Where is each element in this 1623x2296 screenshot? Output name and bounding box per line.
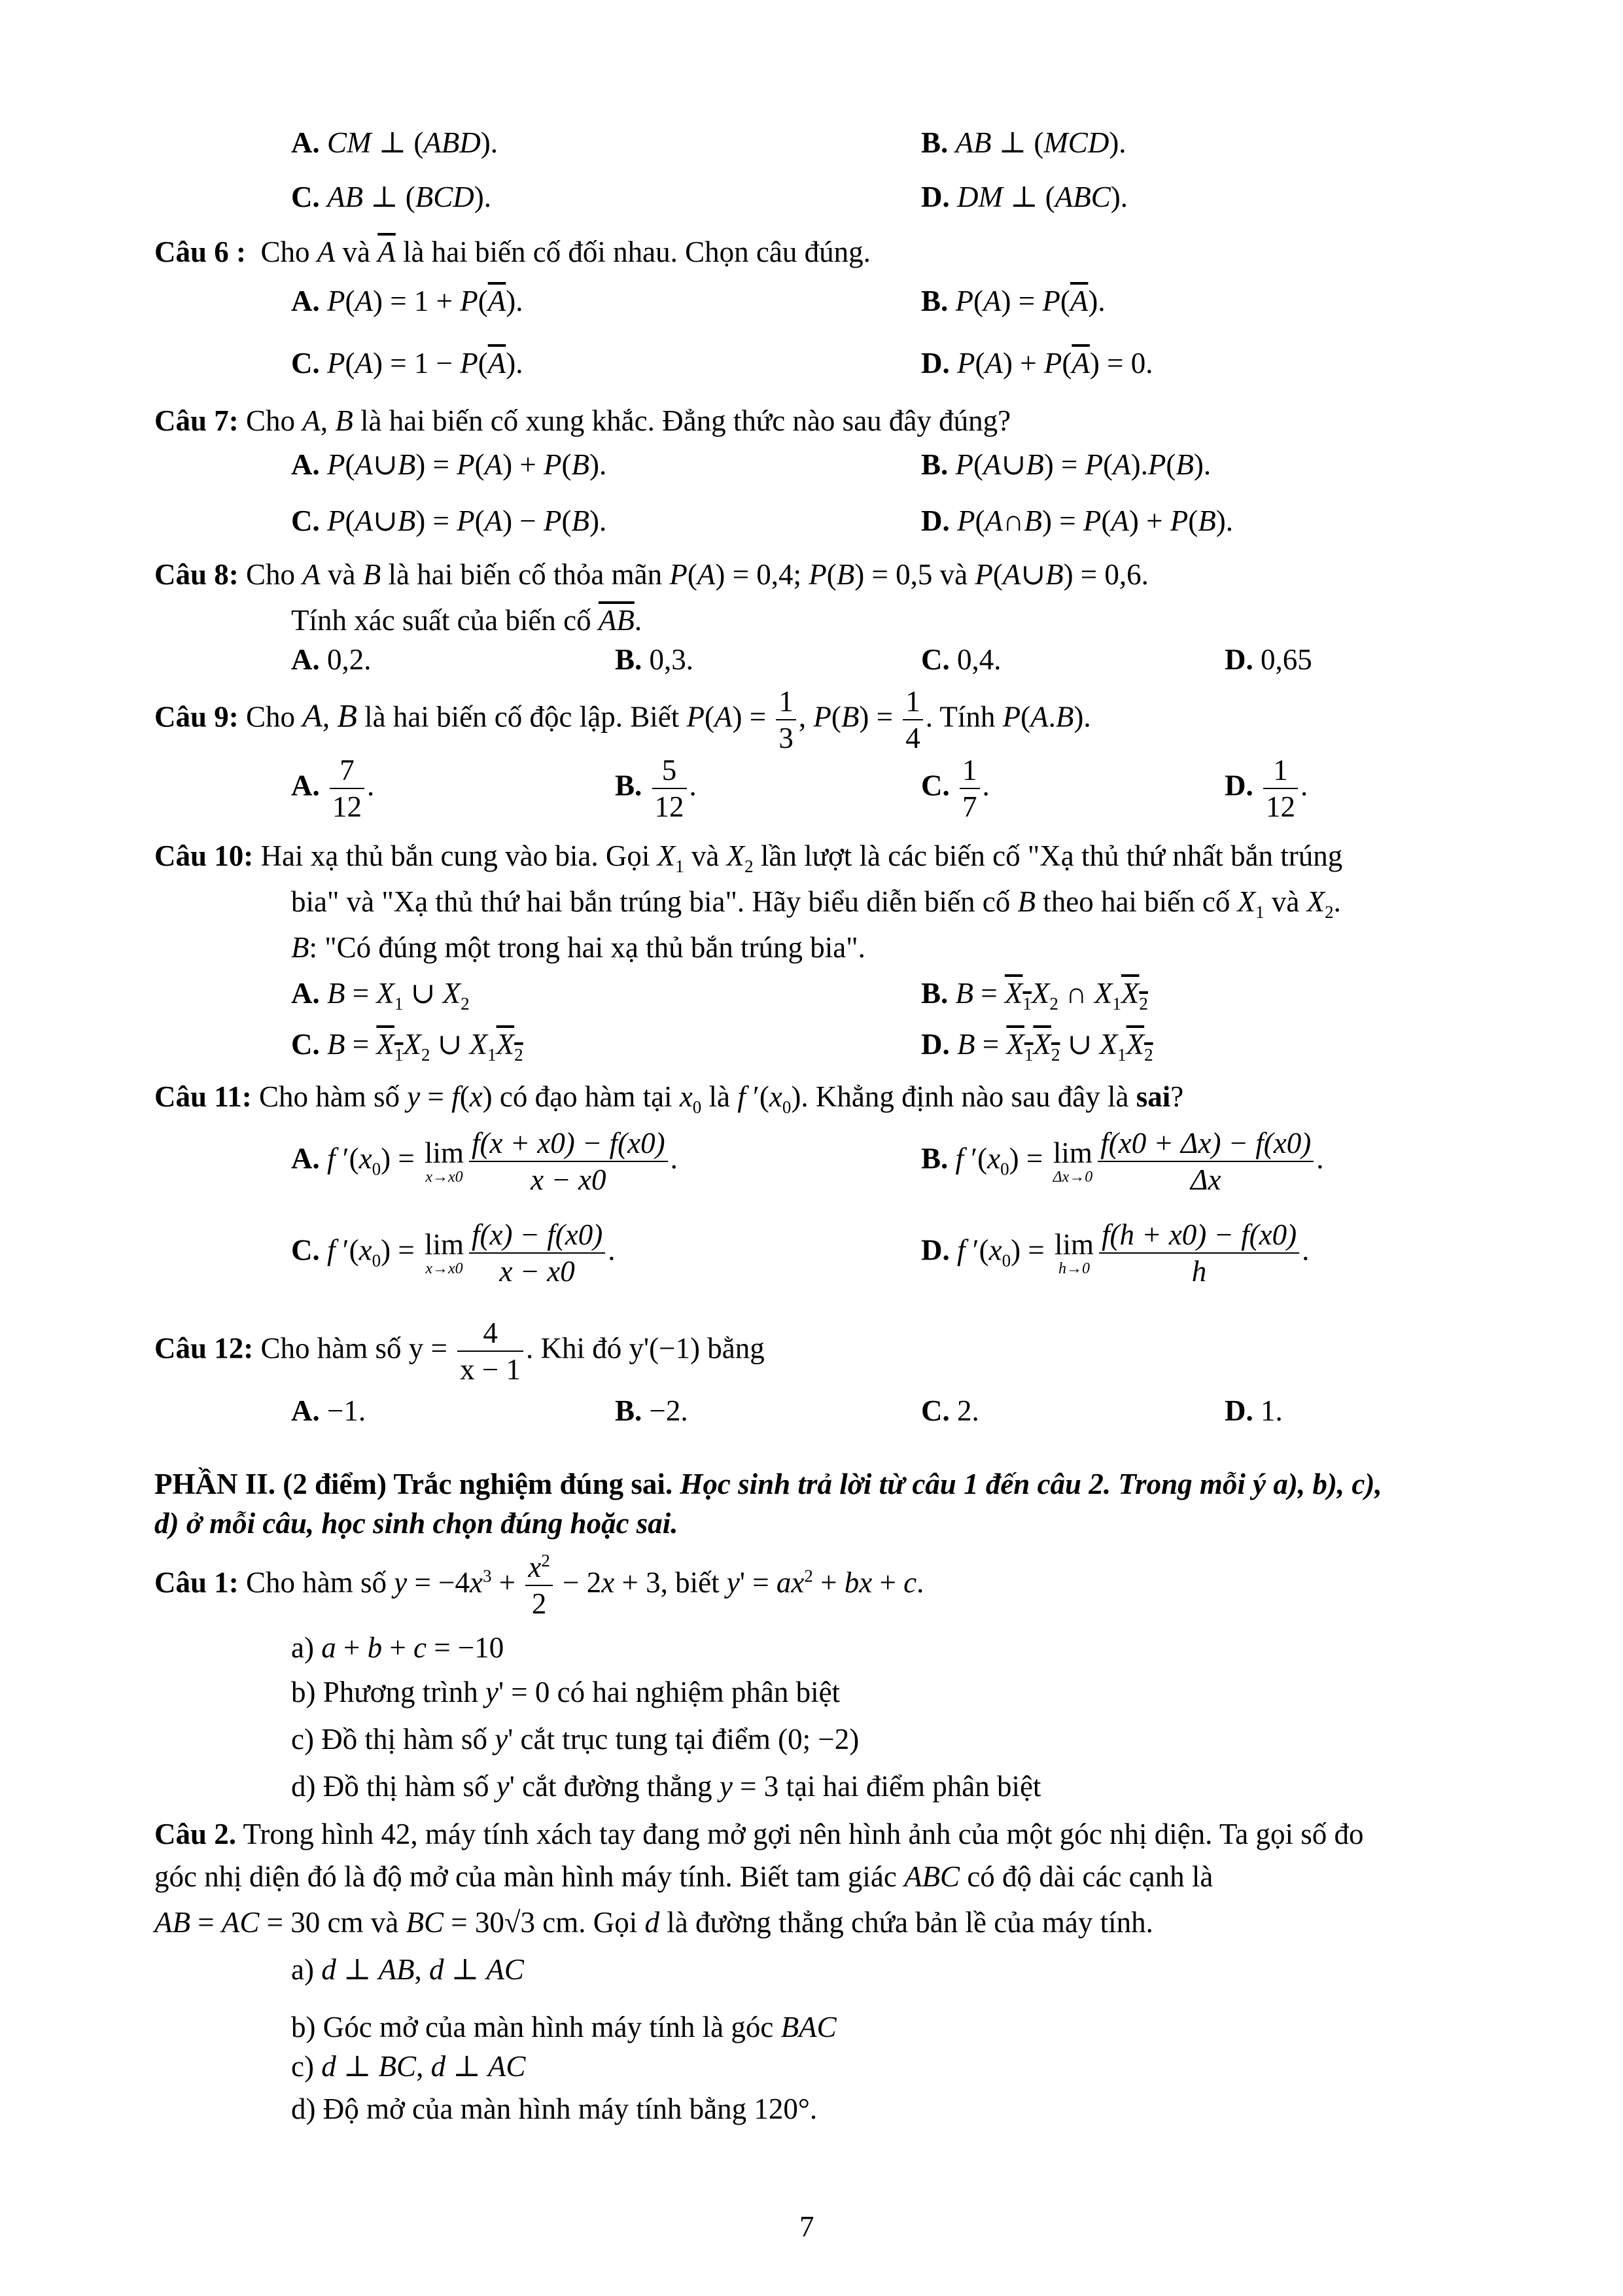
q7-option-d: D. P(A∩B) = P(A) + P(B). bbox=[921, 504, 1233, 537]
q7-option-c: C. P(A∪B) = P(A) − P(B). bbox=[291, 504, 607, 537]
q8-option-c: C. 0,4. bbox=[921, 643, 1002, 676]
q10-option-a: A. $B = X_1$ ∪ $X_2$ bbox=[291, 977, 470, 1014]
p2q2-line-2: góc nhị diện đó là độ mở của màn hình máy tính. Biết tam giác ABC có độ dài các cạnh là bbox=[154, 1860, 1213, 1893]
p2q2-item-a: a) d ⊥ AB, d ⊥ AC bbox=[291, 1953, 524, 1986]
q9-option-a: A. $\frac{7}{12}$ . bbox=[291, 754, 375, 823]
q10-option-d: D. $B = X_1X_2$ ∪ $X_1X_2$ bbox=[921, 1028, 1153, 1065]
part2-heading: PHẦN II. (2 điểm) Trắc nghiệm đúng sai. Học sinh trả lời từ câu 1 đến câu 2. Trong mỗi ý a), b), c), bbox=[154, 1468, 1382, 1500]
p2q1-item-c: c) Đồ thị hàm số y' cắt trục tung tại điểm (0; −2) bbox=[291, 1723, 860, 1756]
q5-option-d: D. DM ⊥ (ABC). bbox=[921, 181, 1128, 213]
q12-option-b: B. −2. bbox=[615, 1394, 688, 1427]
q7-option-b: B. P(A∪B) = P(A).P(B). bbox=[921, 448, 1212, 481]
q11-option-c: C. f $'(x_0)$ = lim x→x0 $\frac{f(x) - f(x0)}{x - x0}$ . bbox=[291, 1218, 616, 1288]
q12-stem: Câu 12: Cho hàm số y = $\frac{4}{x - 1}$ . Khi đó y'(−1) bằng bbox=[154, 1316, 765, 1386]
q6-stem: Câu 6 : Cho A và $\overline{A}$ là hai biến cố đối nhau. Chọn câu đúng. bbox=[154, 236, 871, 268]
q9-option-b: B. $\frac{5}{12}$ . bbox=[615, 754, 697, 823]
q6-option-a: A. $P(A) = 1 + P(\overline{A})$. bbox=[291, 285, 523, 317]
p2q2-item-d: d) Độ mở của màn hình máy tính bằng 120°. bbox=[291, 2093, 818, 2125]
q6-option-c: C. $P(A) = 1 - P(\overline{A})$. bbox=[291, 347, 523, 380]
q10-stem-2: bia" và "Xạ thủ thứ hai bắn trúng bia". Hãy biểu diễn biến cố B theo hai biến cố $X_1$ và $X_2$. bbox=[291, 885, 1341, 922]
q8-stem: Câu 8: Cho A và B là hai biến cố thỏa mãn P(A) = 0,4; P(B) = 0,5 và P(A∪B) = 0,6. bbox=[154, 558, 1149, 591]
q5-option-a: A. CM ⊥ (ABD). bbox=[291, 126, 498, 159]
q11-option-b: B. f $'(x_0)$ = lim Δx→0 $\frac{f(x0 + \Delta x) - f(x0)}{\Delta x}$ . bbox=[921, 1127, 1324, 1196]
q6-option-b: B. $P(A) = P(\overline{A})$. bbox=[921, 285, 1106, 317]
p2q2-line-3: AB = AC = 30 cm và BC = 30√3 cm. Gọi d là đường thẳng chứa bản lề của máy tính. bbox=[154, 1906, 1153, 1939]
p2q1-stem: Câu 1: Cho hàm số $y = -4x^3$ + $\frac{x^2}{2}$ − 2x + 3, biết $y' = ax^2$ + bx + c. bbox=[154, 1551, 924, 1620]
q8-stem-2: Tính xác suất của biến cố $\overline{AB}$. bbox=[291, 604, 642, 637]
page-number: 7 bbox=[799, 2210, 814, 2243]
q8-option-a: A. 0,2. bbox=[291, 643, 372, 676]
part2-heading-2: d) ở mỗi câu, học sinh chọn đúng hoặc sai. bbox=[154, 1507, 678, 1540]
p2q1-item-b: b) Phương trình y' = 0 có hai nghiệm phân biệt bbox=[291, 1676, 841, 1708]
p2q1-item-d: d) Đồ thị hàm số y' cắt đường thẳng y = 3 tại hai điểm phân biệt bbox=[291, 1770, 1041, 1803]
q7-option-a: A. P(A∪B) = P(A) + P(B). bbox=[291, 448, 607, 481]
q10-stem-1: Câu 10: Hai xạ thủ bắn cung vào bia. Gọi $X_1$ và $X_2$ lần lượt là các biến cố "Xạ thủ thứ nhất bắn trúng bbox=[154, 839, 1343, 876]
q7-stem: Câu 7: Cho A, B là hai biến cố xung khắc. Đẳng thức nào sau đây đúng? bbox=[154, 404, 1011, 437]
q10-option-b: B. $B = X_1X_2$ ∩ $X_1X_2$ bbox=[921, 977, 1148, 1014]
q5-option-c: C. AB ⊥ (BCD). bbox=[291, 181, 492, 213]
q6-option-d: D. $P(A) + P(\overline{A}) = 0$. bbox=[921, 347, 1153, 380]
p2q2-item-b: b) Góc mở của màn hình máy tính là góc BAC bbox=[291, 2011, 837, 2043]
q11-option-d: D. f $'(x_0)$ = lim h→0 $\frac{f(h + x0) - f(x0)}{h}$ . bbox=[921, 1218, 1310, 1288]
q12-option-d: D. 1. bbox=[1225, 1394, 1283, 1427]
q9-option-d: D. $\frac{1}{12}$ . bbox=[1225, 754, 1308, 823]
p2q1-item-a: a) a + b + c = −10 bbox=[291, 1631, 504, 1664]
q12-option-a: A. −1. bbox=[291, 1394, 366, 1427]
q11-stem: Câu 11: Cho hàm số y = f(x) có đạo hàm tại $x_0$ là f $'(x_0)$. Khẳng định nào sau đây là sai? bbox=[154, 1080, 1184, 1117]
q10-option-c: C. $B = X_1X_2$ ∪ $X_1X_2$ bbox=[291, 1028, 523, 1065]
q10-stem-3: B: "Có đúng một trong hai xạ thủ bắn trúng bia". bbox=[291, 931, 865, 964]
q9-option-c: C. $\frac{1}{7}$ . bbox=[921, 754, 990, 823]
p2q2-item-c: c) d ⊥ BC, d ⊥ AC bbox=[291, 2050, 526, 2083]
q8-option-b: B. 0,3. bbox=[615, 643, 694, 676]
p2q2-line-1: Câu 2. Trong hình 42, máy tính xách tay đang mở gợi nên hình ảnh của một góc nhị diện. Ta gọi số đo bbox=[154, 1818, 1364, 1850]
q12-option-c: C. 2. bbox=[921, 1394, 979, 1427]
q8-option-d: D. 0,65 bbox=[1225, 643, 1312, 676]
q9-stem: Câu 9: Cho A, B là hai biến cố độc lập. Biết P(A) = $\frac{1}{3}$ , P(B) = $\frac{1}{4}$ . Tính P(A.B). bbox=[154, 685, 1091, 754]
q5-option-b: B. AB ⊥ (MCD). bbox=[921, 126, 1126, 159]
q11-option-a: A. f $'(x_0)$ = lim x→x0 $\frac{f(x + x0) - f(x0)}{x - x0}$ . bbox=[291, 1127, 678, 1196]
